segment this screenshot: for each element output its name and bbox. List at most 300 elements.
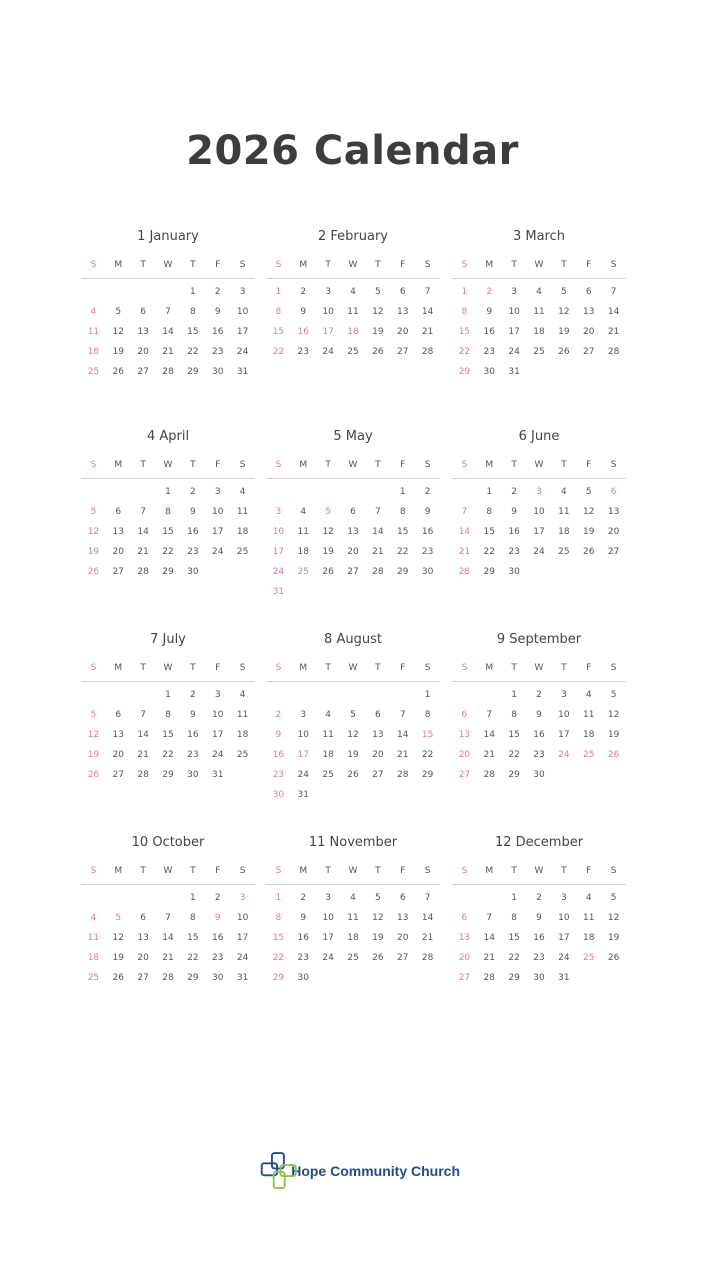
weekday-label: S — [461, 866, 468, 876]
day-cell: 2 — [214, 893, 221, 903]
month-block — [452, 228, 626, 382]
day-grid — [452, 282, 626, 382]
day-cell: 30 — [272, 790, 285, 800]
day-cell: 1 — [165, 690, 171, 700]
day-cell: 2 — [486, 287, 493, 297]
day-cell: 6 — [374, 710, 381, 720]
weekday-label: F — [215, 663, 221, 673]
day-cell: 13 — [458, 730, 471, 740]
day-cell: 7 — [165, 307, 171, 317]
weekday-label: T — [190, 866, 196, 876]
day-cell: 15 — [272, 327, 285, 337]
weekday-label: S — [424, 260, 431, 270]
day-cell: 15 — [508, 730, 520, 740]
day-cell: 12 — [87, 527, 100, 537]
day-cell: 30 — [187, 567, 199, 577]
day-cell: 7 — [424, 893, 431, 903]
weekday-label: S — [610, 866, 617, 876]
weekday-header — [452, 864, 626, 885]
day-cell: 13 — [582, 307, 595, 317]
month-block — [452, 428, 626, 582]
day-cell: 2 — [189, 690, 196, 700]
day-cell: 25 — [236, 547, 249, 557]
weekday-label: M — [299, 260, 308, 270]
month-block — [81, 428, 255, 582]
weekday-label: F — [215, 260, 221, 270]
day-cell: 14 — [483, 730, 495, 740]
weekday-label: S — [424, 460, 431, 470]
day-cell: 15 — [458, 327, 471, 337]
day-cell: 21 — [372, 547, 384, 557]
day-cell: 5 — [115, 307, 122, 317]
day-cell: 17 — [322, 327, 334, 337]
day-cell: 10 — [508, 307, 520, 317]
day-cell: 4 — [536, 287, 542, 297]
month-name: 9 September — [496, 632, 582, 647]
day-cell: 6 — [140, 913, 146, 923]
day-cell: 14 — [483, 933, 495, 943]
day-cell: 16 — [211, 933, 224, 943]
day-cell: 27 — [396, 347, 409, 357]
day-cell: 12 — [112, 933, 124, 943]
day-cell: 20 — [396, 933, 409, 943]
day-cell: 4 — [90, 913, 97, 923]
day-cell: 23 — [297, 347, 309, 357]
day-cell: 11 — [297, 527, 309, 537]
day-grid — [266, 685, 440, 805]
weekday-label: M — [299, 866, 308, 876]
weekday-label: W — [348, 260, 358, 270]
month-name: 5 May — [333, 429, 373, 444]
day-cell: 18 — [236, 527, 249, 537]
day-cell: 15 — [272, 933, 285, 943]
day-cell: 28 — [458, 567, 471, 577]
day-cell: 10 — [297, 730, 309, 740]
day-grid — [81, 685, 255, 785]
day-cell: 22 — [421, 750, 434, 760]
weekday-label: S — [424, 663, 431, 673]
day-cell: 7 — [165, 913, 171, 923]
day-cell: 9 — [300, 913, 307, 923]
day-cell: 10 — [272, 527, 285, 537]
weekday-label: T — [511, 663, 517, 673]
day-cell: 14 — [137, 730, 149, 740]
day-cell: 11 — [87, 327, 100, 337]
day-cell: 3 — [560, 893, 567, 903]
day-cell: 9 — [189, 507, 196, 517]
day-cell: 10 — [236, 913, 249, 923]
day-cell: 28 — [396, 770, 409, 780]
day-cell: 26 — [347, 770, 359, 780]
day-cell: 10 — [236, 307, 249, 317]
day-cell: 7 — [140, 710, 146, 720]
day-cell: 21 — [137, 547, 149, 557]
empty-cell — [365, 685, 390, 705]
day-cell: 7 — [610, 287, 617, 297]
day-cell: 8 — [189, 307, 196, 317]
day-cell: 4 — [90, 307, 97, 317]
day-cell: 24 — [322, 347, 334, 357]
day-cell: 2 — [536, 690, 542, 700]
day-cell: 24 — [272, 567, 285, 577]
day-cell: 23 — [421, 547, 434, 557]
empty-cell — [81, 482, 106, 502]
weekday-label: T — [140, 663, 146, 673]
weekday-label: S — [275, 460, 282, 470]
day-cell: 31 — [211, 770, 224, 780]
month-block — [266, 428, 440, 602]
day-cell: 8 — [275, 913, 282, 923]
weekday-label: T — [561, 663, 567, 673]
month-block — [266, 228, 440, 362]
day-cell: 19 — [112, 347, 124, 357]
day-cell: 22 — [458, 347, 471, 357]
empty-cell — [452, 482, 477, 502]
weekday-label: S — [275, 260, 282, 270]
day-cell: 27 — [582, 347, 595, 357]
day-grid — [81, 888, 255, 988]
day-cell: 31 — [236, 973, 249, 983]
day-cell: 29 — [272, 973, 285, 983]
day-cell: 31 — [236, 367, 249, 377]
day-cell: 23 — [272, 770, 285, 780]
day-cell: 2 — [275, 710, 282, 720]
day-cell: 4 — [239, 487, 246, 497]
day-cell: 20 — [458, 750, 471, 760]
day-cell: 23 — [187, 750, 199, 760]
day-cell: 3 — [214, 487, 221, 497]
day-cell: 7 — [374, 507, 381, 517]
month-block — [452, 631, 626, 785]
day-cell: 13 — [396, 307, 409, 317]
day-cell: 14 — [137, 527, 149, 537]
day-cell: 19 — [112, 953, 124, 963]
day-cell: 13 — [137, 933, 149, 943]
day-cell: 9 — [536, 710, 542, 720]
day-cell: 12 — [607, 913, 620, 923]
weekday-label: T — [325, 260, 331, 270]
weekday-label: W — [348, 866, 358, 876]
day-cell: 25 — [347, 953, 359, 963]
day-cell: 1 — [399, 487, 406, 497]
day-cell: 24 — [211, 750, 224, 760]
day-cell: 26 — [607, 953, 620, 963]
weekday-label: M — [114, 663, 123, 673]
weekday-label: W — [163, 866, 173, 876]
day-cell: 5 — [350, 710, 356, 720]
day-cell: 17 — [272, 547, 285, 557]
day-cell: 28 — [372, 567, 384, 577]
weekday-label: F — [586, 663, 592, 673]
weekday-label: S — [275, 663, 282, 673]
day-cell: 11 — [533, 307, 545, 317]
day-cell: 11 — [582, 913, 595, 923]
day-cell: 7 — [399, 710, 406, 720]
day-cell: 3 — [536, 487, 542, 497]
day-cell: 30 — [211, 367, 224, 377]
day-cell: 6 — [461, 913, 468, 923]
day-cell: 10 — [211, 710, 224, 720]
day-cell: 4 — [585, 893, 592, 903]
weekday-label: T — [511, 866, 517, 876]
day-cell: 12 — [582, 507, 595, 517]
day-cell: 26 — [87, 770, 100, 780]
weekday-header — [452, 258, 626, 279]
day-cell: 25 — [87, 973, 100, 983]
day-cell: 20 — [137, 953, 149, 963]
weekday-label: F — [400, 460, 406, 470]
weekday-label: S — [424, 866, 431, 876]
day-cell: 18 — [347, 327, 359, 337]
day-cell: 3 — [511, 287, 517, 297]
day-cell: 12 — [322, 527, 334, 537]
day-cell: 17 — [297, 750, 309, 760]
day-cell: 17 — [558, 933, 570, 943]
day-cell: 11 — [582, 710, 595, 720]
day-cell: 6 — [610, 487, 617, 497]
weekday-label: W — [348, 663, 358, 673]
day-cell: 5 — [325, 507, 331, 517]
day-cell: 8 — [275, 307, 282, 317]
day-cell: 18 — [87, 953, 100, 963]
weekday-label: F — [400, 866, 406, 876]
day-cell: 20 — [458, 953, 471, 963]
day-cell: 29 — [396, 567, 409, 577]
day-cell: 30 — [211, 973, 224, 983]
day-grid — [266, 282, 440, 362]
day-cell: 20 — [607, 527, 620, 537]
day-cell: 7 — [461, 507, 468, 517]
day-cell: 26 — [372, 953, 384, 963]
day-cell: 8 — [165, 710, 171, 720]
day-cell: 19 — [372, 933, 384, 943]
day-cell: 25 — [533, 347, 545, 357]
day-cell: 12 — [607, 710, 620, 720]
day-cell: 14 — [421, 307, 434, 317]
day-cell: 8 — [511, 710, 517, 720]
weekday-label: S — [461, 260, 468, 270]
day-cell: 24 — [558, 953, 570, 963]
empty-cell — [81, 282, 106, 302]
empty-cell — [266, 482, 291, 502]
day-cell: 13 — [347, 527, 359, 537]
day-grid — [452, 888, 626, 988]
day-cell: 11 — [322, 730, 334, 740]
weekday-label: T — [325, 663, 331, 673]
weekday-label: S — [90, 260, 97, 270]
day-cell: 23 — [297, 953, 309, 963]
day-cell: 16 — [211, 327, 224, 337]
day-cell: 25 — [582, 953, 595, 963]
weekday-label: M — [114, 260, 123, 270]
day-cell: 30 — [297, 973, 309, 983]
day-cell: 13 — [112, 730, 124, 740]
day-cell: 9 — [536, 913, 542, 923]
day-cell: 21 — [458, 547, 471, 557]
day-cell: 9 — [486, 307, 493, 317]
day-cell: 19 — [87, 547, 100, 557]
day-cell: 22 — [272, 347, 285, 357]
day-cell: 26 — [87, 567, 100, 577]
day-cell: 28 — [483, 770, 495, 780]
weekday-header — [81, 864, 255, 885]
day-cell: 1 — [275, 893, 282, 903]
weekday-label: F — [400, 260, 406, 270]
day-cell: 14 — [421, 913, 434, 923]
empty-cell — [131, 888, 156, 908]
day-cell: 25 — [558, 547, 570, 557]
empty-cell — [341, 482, 366, 502]
month-name: 10 October — [131, 835, 205, 850]
day-cell: 16 — [272, 750, 285, 760]
day-cell: 20 — [582, 327, 595, 337]
day-cell: 30 — [187, 770, 199, 780]
day-cell: 24 — [236, 347, 249, 357]
weekday-label: M — [485, 260, 494, 270]
day-cell: 20 — [112, 547, 124, 557]
day-cell: 13 — [112, 527, 124, 537]
month-block — [81, 631, 255, 785]
day-cell: 16 — [421, 527, 434, 537]
day-cell: 11 — [347, 913, 359, 923]
day-cell: 5 — [560, 287, 567, 297]
day-cell: 17 — [211, 730, 224, 740]
day-cell: 11 — [236, 507, 249, 517]
day-cell: 27 — [347, 567, 359, 577]
day-cell: 15 — [483, 527, 495, 537]
month-block — [266, 834, 440, 988]
day-cell: 27 — [458, 770, 471, 780]
weekday-label: F — [586, 460, 592, 470]
day-cell: 6 — [585, 287, 592, 297]
day-cell: 4 — [239, 690, 246, 700]
weekday-label: M — [114, 460, 123, 470]
day-cell: 28 — [162, 367, 174, 377]
day-cell: 28 — [137, 770, 149, 780]
weekday-label: T — [190, 663, 196, 673]
day-cell: 30 — [421, 567, 434, 577]
day-cell: 5 — [374, 287, 381, 297]
weekday-header — [266, 661, 440, 682]
day-cell: 4 — [300, 507, 307, 517]
day-cell: 21 — [483, 953, 495, 963]
day-cell: 17 — [236, 327, 249, 337]
day-grid — [266, 482, 440, 602]
day-cell: 25 — [347, 347, 359, 357]
day-cell: 14 — [162, 933, 174, 943]
day-cell: 18 — [297, 547, 309, 557]
weekday-label: W — [534, 866, 544, 876]
day-cell: 24 — [211, 547, 224, 557]
day-cell: 29 — [162, 567, 174, 577]
weekday-header — [81, 258, 255, 279]
day-cell: 3 — [239, 893, 246, 903]
day-cell: 13 — [137, 327, 149, 337]
day-cell: 12 — [347, 730, 359, 740]
day-cell: 29 — [458, 367, 471, 377]
day-cell: 9 — [300, 307, 307, 317]
day-cell: 11 — [558, 507, 570, 517]
cross-logo-icon — [260, 1148, 299, 1194]
day-cell: 25 — [297, 567, 309, 577]
page-title: 2026 Calendar — [186, 128, 519, 174]
month-block — [81, 834, 255, 988]
day-cell: 3 — [239, 287, 246, 297]
day-cell: 8 — [511, 913, 517, 923]
day-grid — [81, 282, 255, 382]
day-cell: 31 — [558, 973, 570, 983]
day-cell: 2 — [300, 893, 307, 903]
day-cell: 30 — [483, 367, 495, 377]
day-cell: 9 — [214, 307, 221, 317]
empty-cell — [291, 685, 316, 705]
day-cell: 9 — [511, 507, 517, 517]
day-cell: 17 — [236, 933, 249, 943]
weekday-label: F — [586, 260, 592, 270]
day-cell: 8 — [486, 507, 493, 517]
weekday-label: W — [348, 460, 358, 470]
weekday-header — [81, 458, 255, 479]
empty-cell — [81, 888, 106, 908]
day-cell: 27 — [607, 547, 620, 557]
day-cell: 26 — [558, 347, 570, 357]
day-cell: 5 — [90, 507, 97, 517]
empty-cell — [106, 888, 131, 908]
day-cell: 21 — [162, 953, 174, 963]
day-cell: 21 — [137, 750, 149, 760]
day-cell: 9 — [189, 710, 196, 720]
weekday-label: T — [375, 260, 381, 270]
weekday-label: W — [163, 260, 173, 270]
day-cell: 28 — [137, 567, 149, 577]
weekday-label: W — [163, 663, 173, 673]
weekday-header — [266, 458, 440, 479]
day-cell: 1 — [275, 287, 282, 297]
day-cell: 6 — [115, 507, 122, 517]
day-cell: 18 — [582, 730, 595, 740]
day-cell: 24 — [508, 347, 520, 357]
day-cell: 5 — [585, 487, 592, 497]
day-cell: 24 — [297, 770, 309, 780]
day-cell: 16 — [297, 933, 309, 943]
month-name: 7 July — [150, 632, 186, 647]
day-cell: 5 — [90, 710, 97, 720]
empty-cell — [106, 282, 131, 302]
day-cell: 18 — [558, 527, 570, 537]
day-cell: 14 — [396, 730, 409, 740]
day-cell: 1 — [189, 287, 196, 297]
day-cell: 2 — [511, 487, 517, 497]
day-cell: 6 — [115, 710, 122, 720]
empty-cell — [131, 482, 156, 502]
day-cell: 8 — [399, 507, 406, 517]
weekday-label: T — [375, 663, 381, 673]
day-cell: 20 — [137, 347, 149, 357]
weekday-label: M — [485, 866, 494, 876]
weekday-label: S — [610, 663, 617, 673]
day-cell: 5 — [115, 913, 122, 923]
day-cell: 4 — [585, 690, 592, 700]
day-cell: 30 — [533, 770, 545, 780]
day-cell: 1 — [165, 487, 171, 497]
weekday-label: T — [325, 866, 331, 876]
day-cell: 17 — [508, 327, 520, 337]
empty-cell — [341, 685, 366, 705]
day-cell: 9 — [214, 913, 221, 923]
weekday-label: W — [534, 663, 544, 673]
weekday-label: S — [461, 460, 468, 470]
day-cell: 31 — [272, 587, 285, 597]
